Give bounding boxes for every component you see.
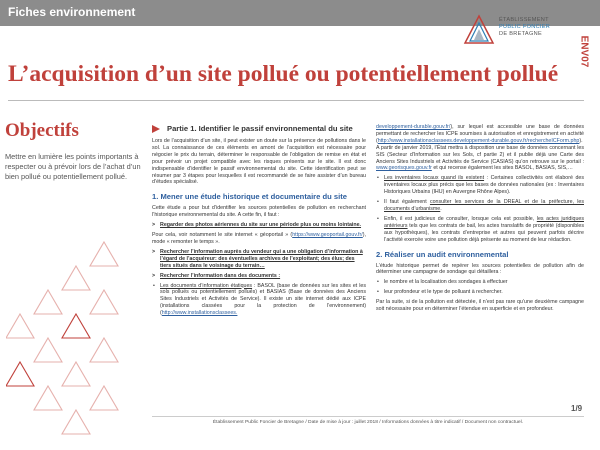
arrow-item-1-detail-b: ), mode « remonter le temps ». (152, 232, 366, 245)
georisques-link[interactable]: www.georisques.gouv.fr (376, 165, 432, 172)
title-divider (8, 100, 584, 101)
decorative-triangles-icon (6, 236, 132, 436)
footer-divider (152, 416, 584, 417)
content-column-2 (376, 124, 584, 316)
doc-code-text: ENV07 (578, 35, 590, 68)
geoportail-link[interactable]: https://www.geoportail.gouv.fr/ (292, 232, 363, 239)
objectifs-heading: Objectifs (5, 120, 79, 141)
page-title: L’acquisition d’un site pollué ou potentiellement pollué (8, 61, 559, 87)
bullet-etat-docs-title: Les documents d’information étatiques (160, 282, 253, 289)
bullet-actes (376, 216, 584, 244)
bullet-etat-docs (152, 283, 366, 318)
part1-intro: Lors de l’acquisition d’un site, il peut exister un doute sur la présence de pollutions dans le sol. La connaissance de ces éléments en amont de l’acquisition est nécessaire pour négocier le prix du terrain, déterminer le responsable de l’obligation de remise en état et pour prévoir un projet compatible avec les risques présents sur le site. Il est donc indispensable d’identifier le passif environnemental du site. Cette identification peut se résumer par 3 étapes pour lesquelles il est recommandé de se faire assister d’un bureau d’études spécialisé. (152, 138, 366, 186)
bullet-dreal-b: . (440, 205, 442, 212)
column-2-intro-a: ), sur lequel est accessible une base de données permettant de rechercher les ICPE soumises à autorisation et enregistrement en activité ( (376, 124, 584, 144)
page-number: 1/9 (571, 404, 583, 413)
bullet-dreal-a: Il faut également (384, 199, 430, 206)
column-2-intro-b: ). A partir de janvier 2019, l’État mettra à disposition une base de données concernant les SIS (Secteur d’Information sur les Sols, cf partie 2) et il publie déjà une Carte des Anciens Sites Industriels et Activités de Service (CASIAS) qu’on retrouve sur le portail : (376, 137, 584, 165)
arrow-item-3 (152, 273, 366, 280)
footer-text: Établissement Public Foncier de Bretagne / Date de mise à jour : juillet 2018 / Informations données à titre indicatif / Document non contractuel. (212, 420, 524, 425)
column-2-intro (376, 124, 584, 172)
bullet-nombre: • le nombre et la localisation des sondages à effectuer (376, 279, 584, 286)
content-column-1 (152, 124, 366, 320)
installations-classees-link[interactable]: http://www.installationsclassees. (161, 310, 238, 317)
arrow-item-1-detail (152, 232, 366, 246)
doc-code (578, 30, 598, 76)
bullet-inventaires-text: : Certaines collectivités ont élaboré des inventaires locaux plus précis que les bases de données nationales (ex : Inventaires Historiques Urbains (IHU) en Auvergne Rhône Alpes). (384, 175, 584, 196)
subheading-1: 1. Mener une étude historique et documentaire du site (152, 192, 347, 202)
arrow-item-2 (152, 249, 366, 270)
arrow-item-1 (152, 222, 366, 229)
bullet-inventaires (376, 175, 584, 196)
developpement-durable-link[interactable]: developpement-durable.gouv.fr/ (376, 124, 451, 130)
bullet-actes-u: les actes juridiques antérieurs (384, 215, 584, 229)
arrow-item-2-text: Rechercher l’information auprès du vendeur qui a une obligation d’information à l’égard de l’acquéreur: des éventuelles archives de l’exploitant; des élus; des tiers situés dans le voisinage du terrain… (160, 248, 363, 269)
column-2-intro-c: et qui recense également les sites BASOL, BASIAS, SIS,… (431, 165, 573, 172)
arrow-item-3-text: Rechercher l’information dans des documents : (160, 272, 281, 279)
bullet-dreal (376, 199, 584, 213)
subheading-1-text: Cette étude a pour but d’identifier les sources potentielles de pollution en recherchant l’historique environnemental du site. A cette fin, il faut : (152, 205, 366, 219)
objectifs-text: Mettre en lumière les points importants à respecter ou à prévoir lors de l’achat d’un bien pollué ou potentiellement pollué. (5, 152, 141, 181)
bullet-profondeur: • leur profondeur et le type de polluant à rechercher. (376, 289, 584, 296)
bullet-actes-a: Enfin, il est judicieux de consulter, lorsque cela est possible, (384, 215, 537, 222)
logo-line-3: DE BRETAGNE (499, 31, 542, 37)
triangle-bullet-icon (152, 125, 160, 133)
part1-heading (152, 124, 366, 133)
logo-text (499, 17, 550, 38)
subheading-2-text: L’étude historique permet de repérer les sources potentielles de pollution afin de déterminer une campagne de sondage qui détaillera : (376, 262, 584, 276)
epf-logo-icon (462, 13, 496, 47)
arrow-item-1-detail-a: Pour cela, voir notamment le site internet « géoportail » ( (152, 232, 293, 239)
bullet-etat-docs-text: : BASOL (base de données sur les sites et les sols pollués ou potentiellement pollués) et BASIAS (Base de données des Anciens Sites Industriels et Activités de Service). Il existe un site internet dédié aux ICPE (installations classées pour la protection de l’environnement) ( (160, 282, 366, 317)
logo-line-2: PUBLIC FONCIER (499, 24, 551, 30)
bullet-inventaires-title: Les inventaires locaux quand ils existent (384, 175, 485, 182)
section-label: Fiches environnement (8, 5, 136, 19)
recherche-icpe-link[interactable]: http://www.installationsclassees.developpement-durable.gouv.fr/rechercheICForm.php (377, 137, 580, 144)
logo-line-1: ÉTABLISSEMENT (499, 17, 549, 23)
closing-paragraph: Par la suite, si de la pollution est détectée, il n’est pas rare qu’une deuxième campagne soit nécessaire pour en déterminer l’étendue en superficie et en profondeur. (376, 299, 584, 313)
arrow-item-1-text: Regarder des photos aériennes du site sur une période plus ou moins lointaine. (160, 222, 362, 229)
part1-heading-text: Partie 1. Identifier le passif environnemental du site (167, 124, 353, 133)
bullet-actes-b: tels que les contrats de bail, les actes translatifs de propriété (disponibles aux hypothèques), les contrats d’entreprise et autres qui peuvent parfois décrire l’activité exercée voire une pollution déjà présente au moment de leur rédaction. (384, 222, 584, 243)
bullet-dreal-u: consulter les services de la DREAL et de la préfecture, les documents d’urbanisme (384, 199, 584, 212)
subheading-2: 2. Réaliser un audit environnemental (376, 249, 509, 259)
